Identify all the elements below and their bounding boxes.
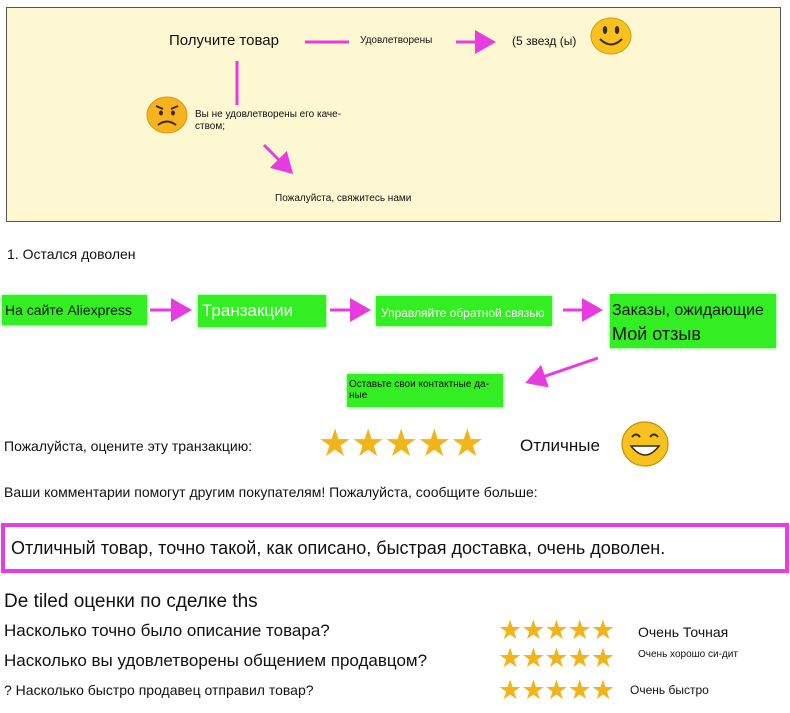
leave-contact-box <box>347 374 503 407</box>
transactions-box <box>198 295 326 327</box>
accuracy-stars[interactable]: ★★★★★ <box>498 615 615 645</box>
orders-awaiting-box <box>610 294 776 348</box>
accuracy-answer: Очень Точная <box>638 624 729 640</box>
detailed-ratings-title: De tiled оценки по сделке ths <box>4 591 258 612</box>
rate-transaction-prompt: Пожалуйста, оцените эту транзакцию: <box>4 438 253 454</box>
not-satisfied-label: Вы не удовлетворены его каче-ством; <box>195 109 342 132</box>
rating-label: Отличные <box>520 436 600 455</box>
communication-stars[interactable]: ★★★★★ <box>498 643 615 673</box>
overall-star-rating[interactable]: ★★★★★ <box>318 423 484 465</box>
aliexpress-site-box <box>2 295 147 325</box>
shipping-speed-answer: Очень быстро <box>630 683 709 697</box>
question-shipping-speed: ? Насколько быстро продавец отправил товар? <box>4 682 314 698</box>
manage-feedback-label: Управляйте обратной связью <box>381 306 545 320</box>
aliexpress-site-label: На сайте Aliexpress <box>5 302 132 318</box>
review-text-box[interactable] <box>1 523 789 573</box>
review-text: Отличный товар, точно такой, как описано, быстрая доставка, очень доволен. <box>11 538 666 558</box>
question-accuracy: Насколько точно было описание товара? <box>4 621 330 640</box>
comments-prompt: Ваши комментарии помогут другим покупателям! Пожалуйста, сообщите больше: <box>4 484 538 500</box>
orders-awaiting-label: Заказы, ожидающие <box>612 302 764 319</box>
step-one-title: 1. Остался доволен <box>7 246 136 262</box>
communication-answer: Очень хорошо си-дит <box>638 649 738 660</box>
grinning-face-icon <box>620 420 670 468</box>
my-review-label: Мой отзыв <box>612 324 701 344</box>
satisfied-label: Удовлетворены <box>360 35 433 46</box>
shipping-speed-stars[interactable]: ★★★★★ <box>498 675 615 705</box>
leave-contact-label: Оставьте свои контактные да-ные <box>349 379 489 401</box>
contact-us-label: Пожалуйста, свяжитесь нами <box>275 193 412 204</box>
five-stars-label: (5 звезд (ы) <box>512 34 577 48</box>
transactions-label: Транзакции <box>202 301 294 320</box>
question-communication: Насколько вы удовлетворены общением продавцом? <box>4 651 428 670</box>
receive-goods-label: Получите товар <box>169 32 279 49</box>
manage-feedback-box <box>376 296 552 326</box>
